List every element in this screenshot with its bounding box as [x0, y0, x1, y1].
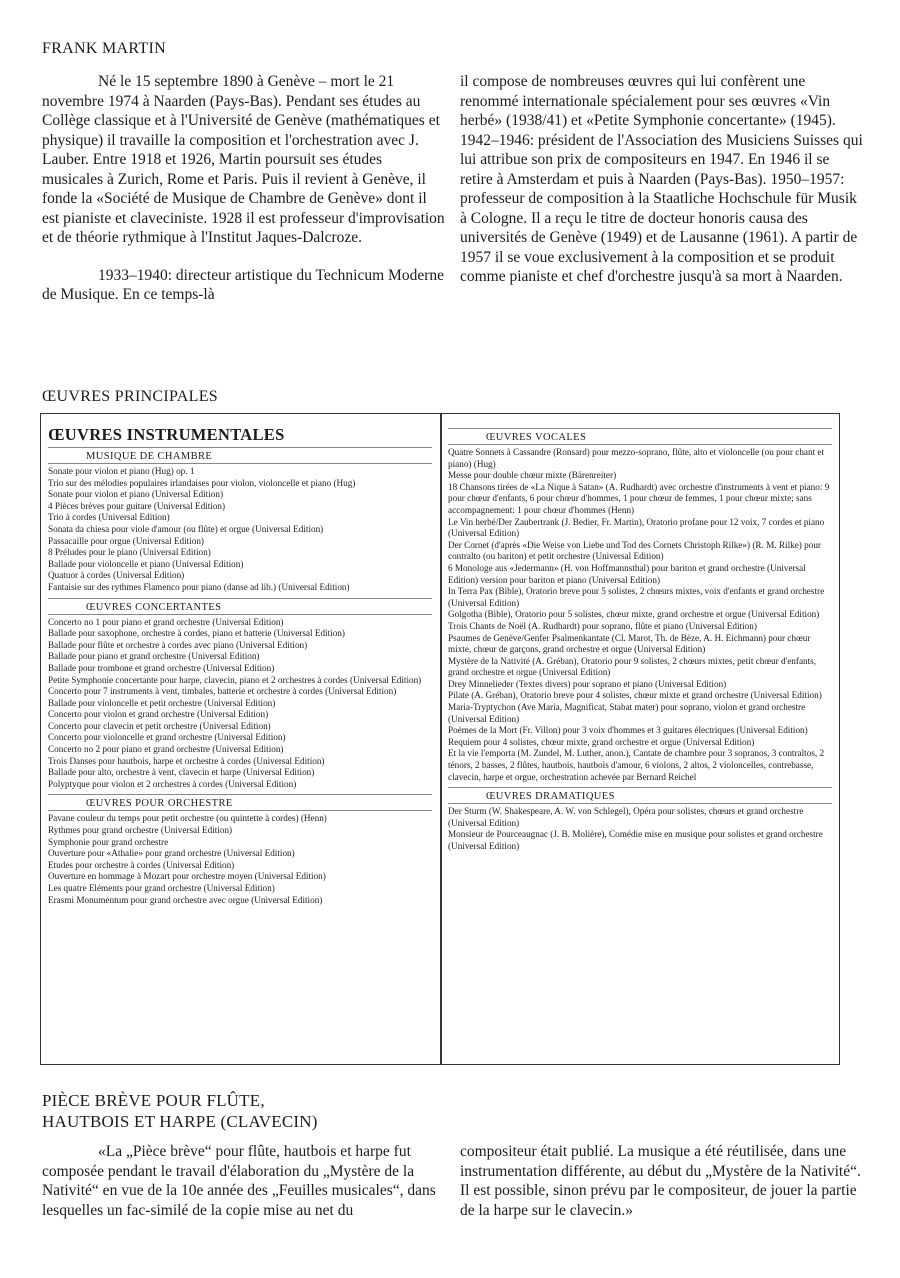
list-item: Drey Minnelieder (Textes divers) pour soprano et piano (Universal Edition) — [448, 678, 727, 689]
piece-paragraph-2: compositeur était publié. La musique a été réutilisée, dans une instrumentation différente, au début du „Mystère de la Nativité“. Il est possible, sinon prévu par le compositeur, de jouer la partie de la harpe sur le clavecin.» — [460, 1143, 861, 1219]
dramatic-works-title: ŒUVRES DRAMATIQUES — [486, 791, 615, 803]
list-item: 8 Préludes pour le piano (Universal Edition) — [48, 547, 211, 558]
list-item: Der Cornet (d'après «Die Weise von Liebe und Tod des Cornets Christoph Rilke») (R. M. Rilke) pour contralto (ou bariton) et petit orchestre (Universal Edition) — [448, 539, 821, 562]
list-item: Petite Symphonie concertante pour harpe, clavecin, piano et 2 orchestres à cordes (Universal Edition) — [48, 674, 422, 685]
concertante-works-list — [48, 617, 432, 791]
concertante-works-title: ŒUVRES CONCERTANTES — [86, 601, 222, 613]
bio-paragraph-2: 1933–1940: directeur artistique du Technicum Moderne de Musique. En ce temps-là — [42, 266, 444, 303]
orchestral-works-title: ŒUVRES POUR ORCHESTRE — [86, 798, 233, 810]
composer-heading: FRANK MARTIN — [42, 40, 166, 57]
works-table-divider — [440, 413, 442, 1065]
piece-right-column — [460, 1142, 864, 1220]
list-item: Concerto no 1 pour piano et grand orchestre (Universal Edition) — [48, 616, 284, 627]
list-item: Ballade pour alto, orchestre à vent, clavecin et harpe (Universal Edition) — [48, 767, 315, 778]
list-item: Concerto no 2 pour piano et grand orchestre (Universal Edition) — [48, 744, 284, 755]
dramatic-works-list — [448, 806, 832, 852]
list-item: Ballade pour trombone et grand orchestre (Universal Edition) — [48, 662, 275, 673]
list-item: Fantaisie sur des rythmes Flamenco pour piano (danse ad lib.) (Universal Edition) — [48, 581, 350, 592]
bio-paragraph-1: Né le 15 septembre 1890 à Genève – mort le 21 novembre 1974 à Naarden (Pays-Bas). Pendant ses études au Collège classique et à l'Université de Genève (mathématiques et physique) il travaille la composition et l'orchestration avec J. Lauber. Entre 1918 et 1926, Martin poursuit ses études musicales à Zurich, Rome et Paris. Puis il revient à Genève, il fonde la «Société de Musique de Chambre de Genève» dont il est pianiste et claveciniste. 1928 il est professeur d'improvisation et de théorie rythmique à l'Institut Jaques-Dalcroze. — [42, 73, 445, 246]
orchestral-works-list — [48, 813, 432, 906]
chamber-music-title: MUSIQUE DE CHAMBRE — [86, 451, 213, 462]
list-item: Ballade pour violoncelle et piano (Universal Edition) — [48, 558, 244, 569]
list-item: Ouverture en hommage à Mozart pour orchestre moyen (Universal Edition) — [48, 871, 326, 882]
list-item: Concerto pour clavecin et petit orchestre (Universal Edition) — [48, 720, 271, 731]
list-item: Ballade pour saxophone, orchestre à cordes, piano et batterie (Universal Edition) — [48, 628, 345, 639]
list-item: Der Sturm (W. Shakespeare, A. W. von Schlegel), Opéra pour solistes, chœurs et grand orchestre (Universal Edition) — [448, 806, 804, 828]
vocal-works-title: ŒUVRES VOCALES — [486, 432, 587, 443]
list-item: Polyptyque pour violon et 2 orchestres à cordes (Universal Edition) — [48, 778, 297, 789]
list-item: Les quatre Eléments pour grand orchestre (Universal Edition) — [48, 883, 275, 893]
list-item: Trois Danses pour hautbois, harpe et orchestre à cordes (Universal Edition) — [48, 755, 325, 766]
list-item: Erasmi Monumentum pour grand orchestre avec orgue (Universal Edition) — [48, 894, 323, 905]
list-item: Concerto pour violoncelle et grand orchestre (Universal Edition) — [48, 732, 286, 743]
list-item: In Terra Pax (Bible), Oratorio breve pour 5 solistes, 2 chœurs mixtes, voix d'enfants et grand orchestre (Universal Edition) — [448, 586, 825, 608]
list-item: Ballade pour piano et grand orchestre (Universal Edition) — [48, 651, 260, 662]
list-item: Pilate (A. Gréban), Oratorio breve pour 4 solistes, chœur mixte et grand orchestre (Universal Edition) — [448, 690, 822, 701]
list-item: Psaumes de Genève/Genfer Psalmenkantate (Cl. Marot, Th. de Bèze, A. H. Eichmann) pour chœur mixte, chœur de garçons, grand orchestre et orgue (Universal Edition) — [448, 632, 811, 655]
chamber-music-list — [48, 466, 432, 594]
list-item: Ouverture pour «Athalie» pour grand orchestre (Universal Edition) — [48, 848, 295, 859]
list-item: Rythmes pour grand orchestre (Universal Edition) — [48, 825, 233, 836]
vocal-works-pane — [448, 428, 832, 1060]
piece-paragraph-1: «La „Pièce brève“ pour flûte, hautbois et harpe fut composée pendant le travail d'élaboration du „Mystère de la Nativité“ en vue de la 10e année des „Feuilles musicales“, dans lesquelles un fac-similé de la copie mise au net du — [42, 1143, 436, 1219]
list-item: Requiem pour 4 solistes, chœur mixte, grand orchestre et orgue (Universal Edition) — [448, 736, 755, 747]
list-item: Trois Chants de Noël (A. Rudhardt) pour soprano, flûte et piano (Universal Edition) — [448, 620, 757, 631]
list-item: Poèmes de la Mort (Fr. Villon) pour 3 voix d'hommes et 3 guitares électriques (Universal Edition) — [448, 725, 808, 736]
list-item: Messe pour double chœur mixte (Bärenreiter) — [448, 470, 617, 481]
bio-paragraph-3: il compose de nombreuses œuvres qui lui confèrent une renommé internationale spécialement pour ses œuvres «Vin herbé» (1938/41) et «Petite Symphonie concertante» (1945). 1942–1946: président de l'Association des Musiciens Suisses qui lui attribue son prix de compositeurs en 1947. En 1946 il se retire à Amsterdam et puis à Naarden (Pays-Bas). 1950–1957: professeur de composition à la Staatliche Hochschule für Musik à Cologne. Il a reçu le titre de docteur honoris causa des universités de Genève (1949) et de Lausanne (1961). A partir de 1957 il se voue exclusivement à la composition et se produit comme pianiste et chef d'orchestre jusqu'à sa mort à Naarden. — [460, 73, 863, 285]
list-item: Symphonie pour grand orchestre — [48, 836, 169, 847]
piece-title — [42, 1090, 318, 1132]
list-item: Sonate pour violon et piano (Hug) op. 1 — [48, 466, 195, 476]
piece-title-line-2: HAUTBOIS ET HARPE (CLAVECIN) — [42, 1112, 318, 1131]
bio-left-column — [42, 72, 446, 305]
list-item: Quatuor à cordes (Universal Edition) — [48, 570, 185, 581]
list-item: Sonata da chiesa pour viole d'amour (ou flûte) et orgue (Universal Edition) — [48, 523, 324, 534]
list-item: Concerto pour violon et grand orchestre (Universal Edition) — [48, 709, 269, 720]
list-item: Concerto pour 7 instruments à vent, timbales, batterie et orchestre à cordes (Universal Edition) — [48, 686, 397, 697]
list-item: Etudes pour orchestre à cordes (Universal Edition) — [48, 859, 235, 870]
vocal-works-list — [448, 447, 832, 783]
list-item: Le Vin herbé/Der Zaubertrank (J. Bedier, Fr. Martin), Oratorio profane pour 12 voix, 7 cordes et piano (Universal Edition) — [448, 516, 825, 539]
list-item: Maria-Tryptychon (Ave Maria, Magnificat, Stabat mater) pour soprano, violon et grand orchestre (Universal Edition) — [448, 702, 806, 724]
list-item: Trio sur des mélodies populaires irlandaises pour violon, violoncelle et piano (Hug) — [48, 477, 356, 488]
list-item: Mystère de la Nativité (A. Gréban), Oratorio pour 9 solistes, 2 chœurs mixtes, petit chœur d'enfants, grand orchestre et orgue (Universal Edition) — [448, 655, 817, 678]
list-item: Et la vie l'emporta (M. Zundel, M. Luther, anon.), Cantate de chambre pour 3 sopranos, 3 contraltos, 2 ténors, 2 basses, 2 flûtes, hautbois, hautbois d'amour, 6 violons, 2 altos, 2 violoncelles, contrebasse, clavecin, harpe et orgue, orchestration achevée par Bernard Reichel — [448, 748, 825, 782]
list-item: Pavane couleur du temps pour petit orchestre (ou quintette à cordes) (Henn) — [48, 813, 327, 824]
list-item: Quatre Sonnets à Cassandre (Ronsard) pour mezzo-soprano, flûte, alto et violoncelle (ou pour chant et piano) (Hug) — [448, 447, 825, 469]
list-item: Golgotha (Bible), Oratorio pour 5 solistes, chœur mixte, grand orchestre et orgue (Universal Edition) — [448, 609, 820, 620]
piece-left-column — [42, 1142, 442, 1220]
list-item: Ballade pour flûte et orchestre à cordes avec piano (Universal Edition) — [48, 639, 308, 650]
list-item: Monsieur de Pourceaugnac (J. B. Molière), Comédie mise en musique pour solistes et grand orchestre (Universal Edition) — [448, 829, 823, 851]
piece-title-line-1: PIÈCE BRÈVE POUR FLÛTE, — [42, 1091, 265, 1110]
list-item: Passacaille pour orgue (Universal Edition) — [48, 535, 204, 546]
bio-right-column — [460, 72, 864, 287]
list-item: Sonate pour violon et piano (Universal Edition) — [48, 489, 224, 500]
list-item: Trio à cordes (Universal Edition) — [48, 512, 170, 523]
works-heading: ŒUVRES PRINCIPALES — [42, 388, 218, 405]
list-item: 4 Pièces brèves pour guitare (Universal Edition) — [48, 500, 226, 511]
list-item: 6 Monologe aus «Jedermann» (H. von Hoffmannsthal) pour bariton et grand orchestre (Universal Edition) version pour bariton et piano (Universal Edition) — [448, 562, 806, 585]
list-item: 18 Chansons tirées de «La Nique à Satan» (A. Rudhardt) avec orchestre d'instruments à vent et piano: 9 pour chœur d'enfants, 6 pour chœur d'hommes, 1 pour chœur de femmes, 1 pour chœur mixte; sans accompagnement: 1 pour chœur d'hommes (Henn) — [448, 481, 830, 515]
list-item: Ballade pour violoncelle et petit orchestre (Universal Edition) — [48, 697, 276, 708]
instrumental-works-title: ŒUVRES INSTRUMENTALES — [48, 425, 285, 444]
instrumental-works-pane — [48, 425, 432, 1060]
